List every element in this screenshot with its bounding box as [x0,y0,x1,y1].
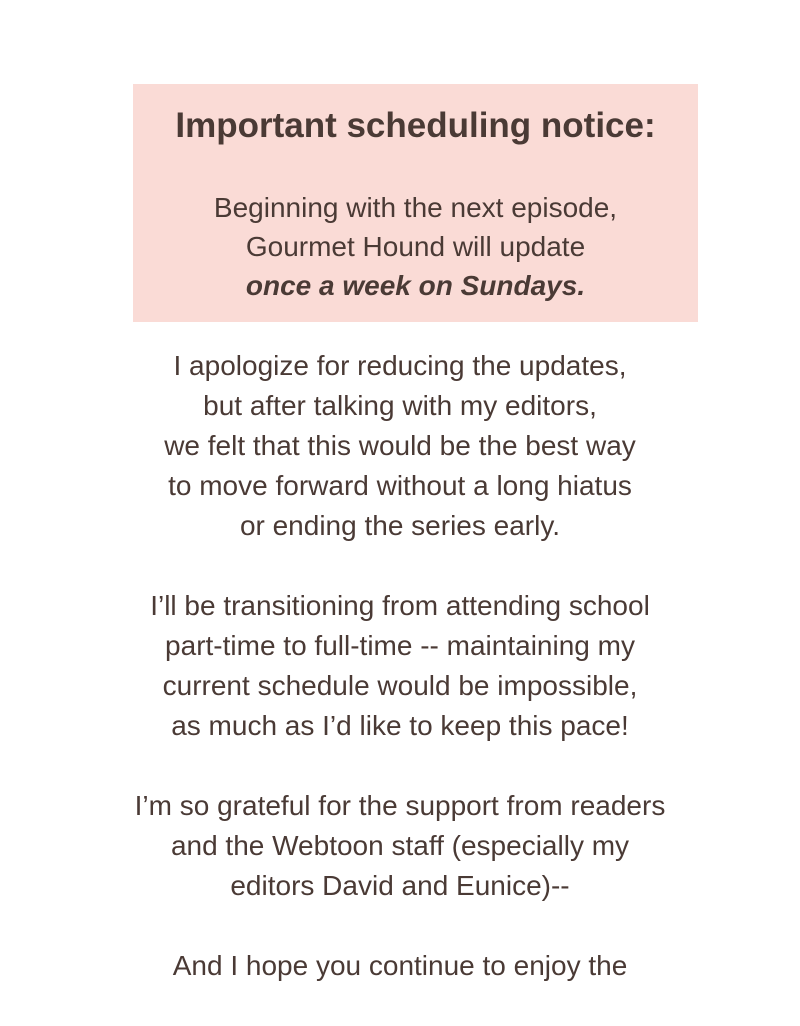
notice-emphasis-line: once a week on Sundays. [245,270,586,301]
notice-body [133,188,698,305]
message-paragraph [0,346,800,546]
message-paragraph [0,586,800,746]
message-line: current schedule would be impossible, [162,670,638,701]
author-message [0,346,800,1026]
message-line: I’m so grateful for the support from readers [134,790,666,821]
message-paragraph [0,786,800,906]
scheduling-notice-box [133,84,698,322]
message-line: I apologize for reducing the updates, [173,350,627,381]
message-paragraph [0,946,800,986]
message-line: as much as I’d like to keep this pace! [171,710,629,741]
notice-title: Important scheduling notice: [175,106,656,145]
message-line: And I hope you continue to enjoy the [172,950,628,981]
message-line: or ending the series early. [239,510,561,541]
notice-line: Gourmet Hound will update [245,231,586,262]
message-line: but after talking with my editors, [203,390,597,421]
message-line: part-time to full-time -- maintaining my [165,630,635,661]
message-line: we felt that this would be the best way [164,430,636,461]
message-line: I’ll be transitioning from attending school [150,590,650,621]
message-line: editors David and Eunice)-- [230,870,570,901]
notice-line: Beginning with the next episode, [213,192,618,223]
message-line: and the Webtoon staff (especially my [170,830,630,861]
message-line: to move forward without a long hiatus [168,470,632,501]
